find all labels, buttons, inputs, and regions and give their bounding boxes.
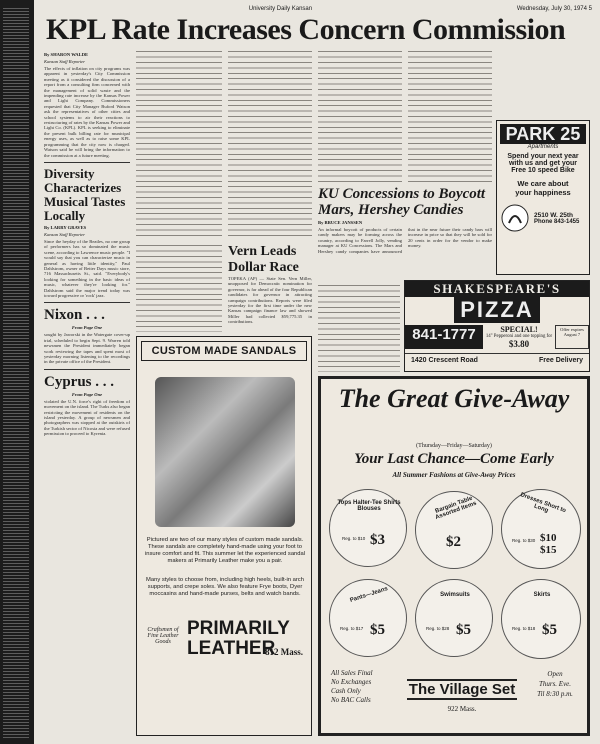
giveaway-category-4-reg: Reg. to $28 [426,626,450,631]
giveaway-category-0-name: Tops Halter-Tee Shirts Blouses [337,500,401,512]
park25-logo-icon [500,203,530,233]
giveaway-category-1 [415,491,493,569]
park25-line3: Free 10 speed Bike [511,167,575,174]
shakespeares-offer: Offer expires August 7 [555,325,589,349]
nixon-headline: Nixon . . . [44,307,105,324]
giveaway-policy-2: Cash Only [331,687,361,695]
column-4-mid-filler [318,284,400,372]
park25-name: PARK 25 [500,124,586,144]
giveaway-hours-days: Thurs. Eve. [538,680,572,688]
park25-line5: your happiness [515,188,571,197]
giveaway-dates: (Thursday—Friday—Saturday) [416,443,492,449]
diversity-story-text: Since the heyday of the Beatles, no one group of performers has so dominated the music scene, according to Lawrence music people. "I would say that you can characterize music in general as having little identity," Paul Dahlstrom, owner of Better Days music store, 716 Massachusetts St., said. "Everybody's looking for something in the basic ideas of music, whatever they're looking for." Dahlstrom said the major trend today was toward progressive or 'rock' jazz. [44,238,130,298]
nixon-story-text: sought by Jaworski in the Watergate cover-up trial, scheduled to begin Sept. 9. Warren told newsmen the President immediately began work reviewing the tapes and spent most of yesterday morning listening to the recordings in the private office of the President. [44,332,130,365]
shakespeares-pizza: PIZZA [454,297,540,323]
dollar-race-story [228,244,312,332]
park25-phone: Phone 843-1455 [534,218,580,225]
running-head [44,6,592,12]
cyprus-headline: Cyprus . . . [44,373,115,390]
giveaway-category-5-reg: Reg. to $18 [512,626,536,631]
main-headline: KPL Rate Increases Concern Commission [46,13,566,46]
giveaway-category-3-name: Pants—Jeans [349,586,389,604]
sandals-title: CUSTOM MADE SANDALS [141,341,307,361]
giveaway-category-2 [501,489,581,569]
giveaway-tagline: Your Last Chance—Come Early [354,451,554,467]
giveaway-category-4-price: $5 [456,622,471,638]
shakespeares-banner: SHAKESPEARE'S [405,281,589,297]
sandals-caption: Pictured are two of our many styles of custom made sandals. These sandals are completely hand-made using your foot to insure comfort and fit. This summer let the experienced sandal makers at Primarily Leather make you a pair. [144,537,306,564]
shakespeares-address: 1420 Crescent Road [411,357,478,364]
giveaway-policy-1: No Exchanges [331,678,372,686]
giveaway-category-3-price: $5 [370,622,385,638]
concessions-headline: KU Concessions to Boycott Mars, Hershey Candies [318,186,486,218]
giveaway-subtag: All Summer Fashions at Give-Away Prices [392,471,516,479]
column-3-filler [228,50,312,240]
cyprus-story-text: violated the U.N. force's right of freedom of movement on the island. The Turks also began restricting the movement of residents on the island yesterday. A group of newsmen and photographers was stopped at the outskirts of the Turkish sector of Nicosia and were refused permission to proceed to Kyrenia. [44,398,130,437]
giveaway-hours [527,669,583,699]
kpl-byline: By SHARON WALDE [44,52,89,57]
park25-subtitle: Apartments [527,144,559,150]
giveaway-store-name: The Village Set [408,681,516,698]
column-5-top [408,50,492,182]
giveaway-ad [318,376,590,736]
column-2-top [136,50,222,240]
giveaway-category-3-reg: Reg. to $17 [340,626,364,631]
sandals-brand-line1: PRIMARILY [187,618,290,639]
adjacent-page-strip [0,0,34,744]
giveaway-policy-3: No BAC Calls [331,696,371,704]
column-2-filler [136,50,222,240]
column-4-filler [318,50,402,182]
giveaway-category-5 [501,579,581,659]
park25-line4: We care about [517,179,569,188]
giveaway-category-1-name: Bargain Table Assorted Items [434,495,478,522]
concessions-text: An informal boycott of products of certain candy makers may be forming across the country, according to Farrell Jolly, vending manager at KU Concessions. The Mars and Hershey candy companies have announced that in the near future their candy bars will increase in price so that they will be sold for 20 cents in order for the vendor to make money. [318,227,492,254]
diversity-byline: By LARRY GRAVES [44,224,87,230]
giveaway-category-2-price: $10 $15 [540,532,557,556]
giveaway-category-4-name: Swimsuits [440,592,470,598]
sandals-ad [136,336,312,736]
giveaway-category-5-name: Skirts [533,592,551,598]
giveaway-category-5-price: $5 [542,622,557,638]
sandals-photo [155,377,295,527]
kpl-story-text: The effects of inflation on city programs was apparent in yesterday's City Commission meeting as it considered the discussion of a report from a consulting firm concerned with the management of solid waste and the impending rate increase by the Kansas Power and Light Company. Commissioners requested that City Manager Buford Watson ask the representatives of other cities and school systems to air their reactions to restructuring of rates by the Kansas Power and Light Co. (KPL). KPL is seeking to eliminate the present bulk billing rate for municipal energy uses, as well as to raise some KPL programming that the city now is charged. Watson said he will bring the information to the commission at a future meeting. [44,66,130,158]
giveaway-category-2-name: Dresses Short to Long [519,492,567,515]
column-3-top [228,50,312,240]
concessions-story [318,186,492,280]
cyprus-from-page: From Page One [71,391,103,397]
dollar-race-text: TOPEKA (AP) — State Sen. Vern Miller, unopposed for Democratic nomination for governor, is far ahead of the four Republican candidates for governor in attracting campaign contributions. Reports were filed yesterday for the first time under the new Kansas campaign finance law and showed Miller had collected $59,775.35 in contributions. [228,276,312,325]
giveaway-category-3 [329,579,407,657]
kpl-staff: Kansan Staff Reporter [44,59,86,64]
column-2-mid-filler [136,244,222,332]
shakespeares-special-detail: 14" Pepperoni and one topping for [485,334,553,339]
concessions-byline: By BRUCE JANSSEN [318,220,363,225]
column-4-mid [318,284,400,372]
giveaway-category-2-reg: Reg. to $30 [512,538,536,543]
shakespeares-phone: 841-1777 [405,325,483,349]
shakespeares-special-label: SPECIAL! [500,325,538,334]
giveaway-category-0 [329,489,407,567]
giveaway-store-address: 922 Mass. [447,705,477,713]
giveaway-policy-0: All Sales Final [331,669,373,677]
giveaway-category-0-price: $3 [370,532,385,548]
sandals-crafts: Craftsmen of Fine Leather Goods [147,627,179,645]
giveaway-category-0-reg: Reg. to $10 [342,536,366,541]
park25-address: 2510 W. 25th [534,211,574,219]
column-2-mid [136,244,222,332]
column-1 [44,50,130,738]
giveaway-hours-label: Open [547,670,563,678]
giveaway-category-4 [415,579,493,657]
diversity-staff: Kansan Staff Reporter [44,231,86,237]
sandals-address: 812 Mass. [265,647,303,657]
column-5-filler [408,50,492,182]
shakespeares-ad [404,280,590,372]
park25-ad [496,120,590,275]
shakespeares-special-price: $3.80 [508,339,530,349]
shakespeares-delivery: Free Delivery [539,357,583,364]
giveaway-category-1-price: $2 [446,534,461,550]
sandals-extra: Many styles to choose from, including high heels, built-in arch supports, and crepe soles. We also feature Frye boots, Dyer moccasins and hand-made purses, belts and watch bands. [146,577,304,597]
giveaway-policy [331,669,373,705]
giveaway-hours-time: Til 8:30 p.m. [537,690,573,698]
column-4-top [318,50,402,182]
running-head-right: Wednesday, July 30, 1974 5 [516,6,592,12]
diversity-headline: Diversity Characterizes Musical Tastes Locally [44,165,126,223]
dollar-race-headline: Vern Leads Dollar Race [228,244,299,275]
park25-line2: with us and get your [508,160,578,167]
sandals-brand-line2: LEATHER [187,638,276,659]
giveaway-title: The Great Give-Away [338,384,570,413]
running-head-center: University Daily Kansan [248,6,313,12]
nixon-from-page: From Page One [71,325,103,331]
park25-line1: Spend your next year [507,153,579,160]
